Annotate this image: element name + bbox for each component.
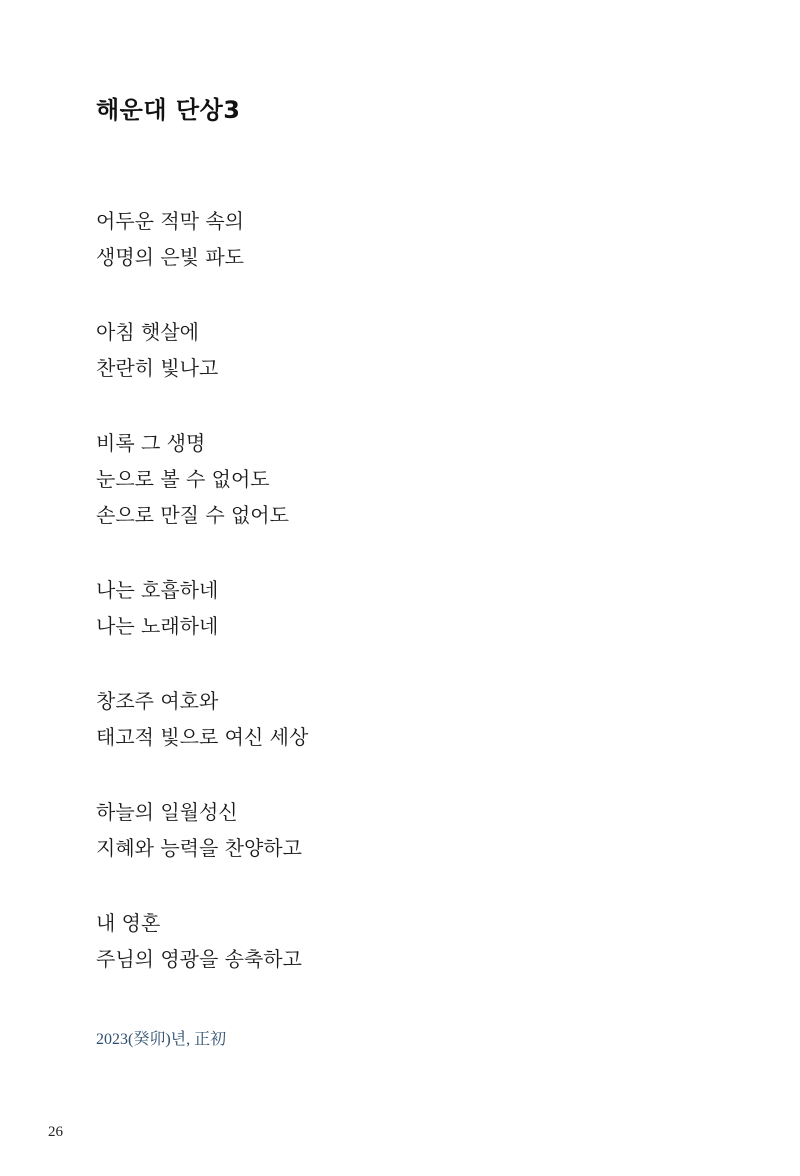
poem-line: 창조주 여호와 — [96, 689, 219, 713]
stanza — [96, 572, 696, 644]
poem-body — [96, 203, 696, 977]
poem-line: 태고적 빛으로 여신 세상 — [96, 725, 309, 749]
poem-line: 생명의 은빛 파도 — [96, 245, 244, 269]
page-number: 26 — [48, 1124, 63, 1140]
poem-title: 해운대 단상3 — [96, 96, 241, 124]
poem-line: 어두운 적막 속의 — [96, 209, 244, 233]
poem-line: 내 영혼 — [96, 911, 161, 935]
poem-line: 주님의 영광을 송축하고 — [96, 947, 302, 971]
poem-line: 나는 호흡하네 — [96, 578, 219, 602]
poem-line: 나는 노래하네 — [96, 614, 219, 638]
stanza — [96, 203, 696, 275]
stanza — [96, 905, 696, 977]
poem-line: 찬란히 빛나고 — [96, 356, 219, 380]
stanza — [96, 794, 696, 866]
poem-line: 비록 그 생명 — [96, 431, 206, 455]
poem-line: 손으로 만질 수 없어도 — [96, 503, 289, 527]
poem-line: 하늘의 일월성신 — [96, 800, 238, 824]
poem-line: 아침 햇살에 — [96, 320, 199, 344]
stanza — [96, 425, 696, 533]
stanza — [96, 314, 696, 386]
poem-line: 지혜와 능력을 찬양하고 — [96, 836, 302, 860]
poem-line: 눈으로 볼 수 없어도 — [96, 467, 270, 491]
poem-dateline: 2023(癸卯)년, 正初 — [96, 1031, 227, 1048]
stanza — [96, 683, 696, 755]
